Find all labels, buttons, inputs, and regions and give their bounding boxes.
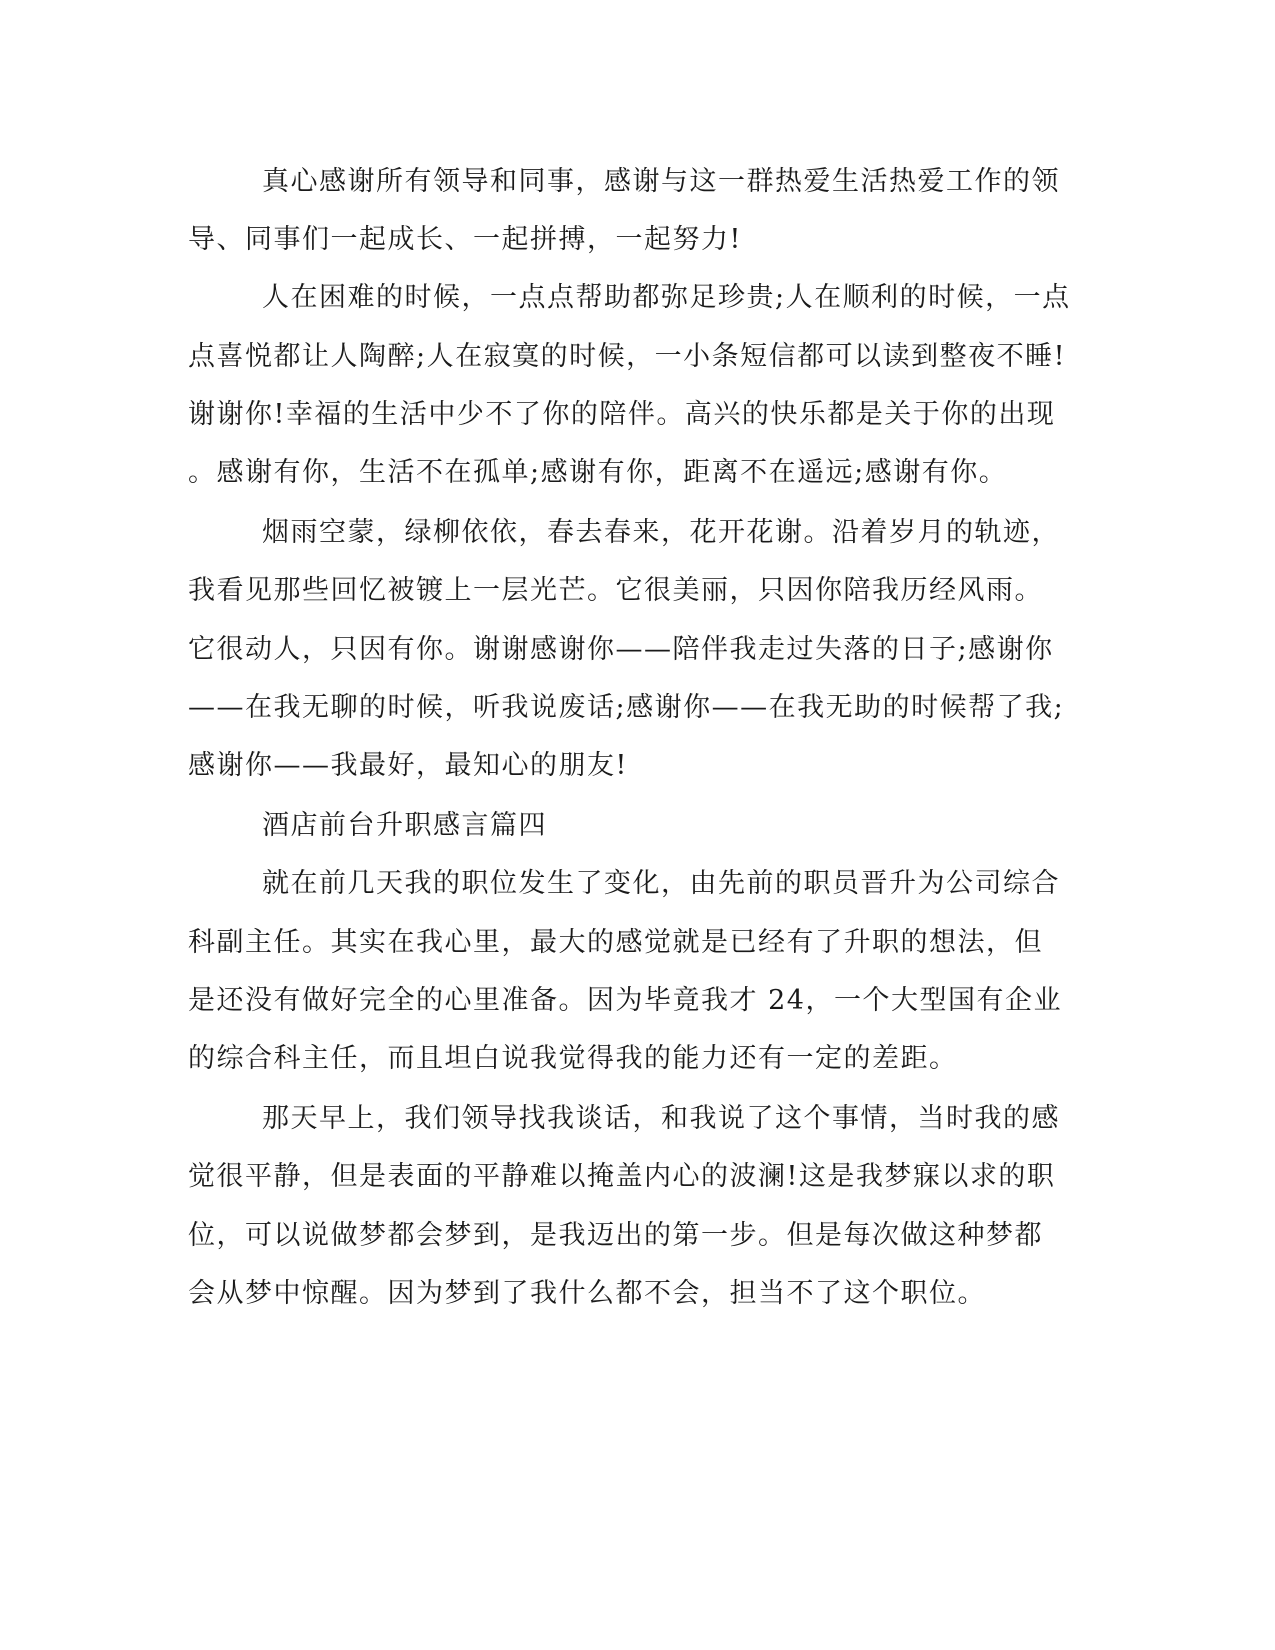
section-heading: 酒店前台升职感言篇四 xyxy=(262,810,547,841)
paragraph-line: 会从梦中惊醒。因为梦到了我什么都不会，担当不了这个职位。 xyxy=(188,1278,986,1309)
paragraph-line: 是还没有做好完全的心里准备。因为毕竟我才 24，一个大型国有企业 xyxy=(188,985,1062,1016)
paragraph-line: 真心感谢所有领导和同事，感谢与这一群热爱生活热爱工作的领 xyxy=(262,166,1060,197)
paragraph-line: 科副主任。其实在我心里，最大的感觉就是已经有了升职的想法，但 xyxy=(188,927,1043,958)
paragraph-line: 它很动人，只因有你。谢谢感谢你——陪伴我走过失落的日子;感谢你 xyxy=(188,634,1054,665)
paragraph-line: ——在我无聊的时候，听我说废话;感谢你——在我无助的时候帮了我; xyxy=(188,692,1065,723)
paragraph-line: 人在困难的时候，一点点帮助都弥足珍贵;人在顺利的时候，一点 xyxy=(262,282,1071,313)
paragraph-line: 那天早上，我们领导找我谈话，和我说了这个事情，当时我的感 xyxy=(262,1103,1060,1134)
paragraph-line: 。感谢有你，生活不在孤单;感谢有你，距离不在遥远;感谢有你。 xyxy=(188,457,1008,488)
paragraph-line: 感谢你——我最好，最知心的朋友! xyxy=(188,750,628,781)
paragraph-line: 烟雨空蒙，绿柳依依，春去春来，花开花谢。沿着岁月的轨迹， xyxy=(262,517,1060,548)
paragraph-line: 导、同事们一起成长、一起拼搏，一起努力! xyxy=(188,224,742,255)
paragraph-line: 就在前几天我的职位发生了变化，由先前的职员晋升为公司综合 xyxy=(262,868,1060,899)
paragraph-line: 的综合科主任，而且坦白说我觉得我的能力还有一定的差距。 xyxy=(188,1043,958,1074)
paragraph-line: 位，可以说做梦都会梦到，是我迈出的第一步。但是每次做这种梦都 xyxy=(188,1220,1043,1251)
paragraph-line: 点喜悦都让人陶醉;人在寂寞的时候，一小条短信都可以读到整夜不睡! xyxy=(188,341,1066,372)
paragraph-line: 谢谢你!幸福的生活中少不了你的陪伴。高兴的快乐都是关于你的出现 xyxy=(188,399,1056,430)
paragraph-line: 我看见那些回忆被镀上一层光芒。它很美丽，只因你陪我历经风雨。 xyxy=(188,575,1043,606)
paragraph-line: 觉很平静，但是表面的平静难以掩盖内心的波澜!这是我梦寐以求的职 xyxy=(188,1161,1056,1192)
